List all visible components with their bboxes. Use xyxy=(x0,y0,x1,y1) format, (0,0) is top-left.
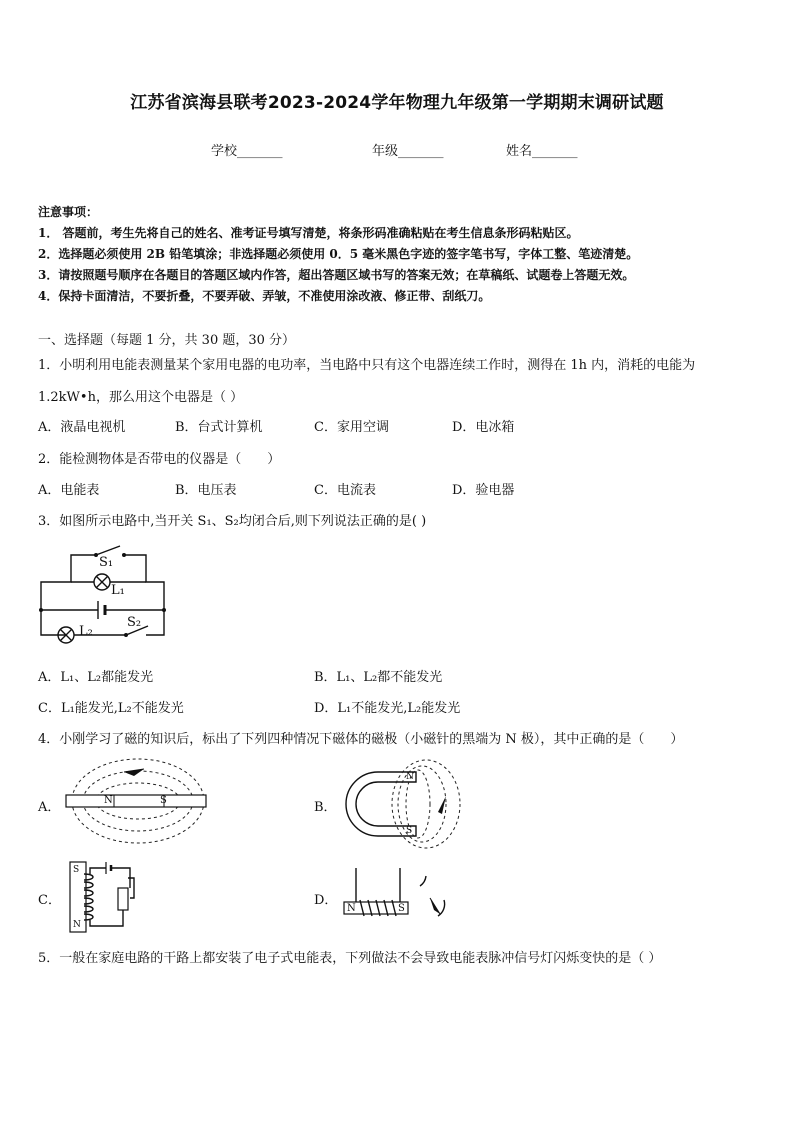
label-l2: L₂ xyxy=(79,624,93,639)
q4-option-d[interactable]: D． xyxy=(314,893,338,908)
label-s: S xyxy=(160,795,167,806)
label-n: N xyxy=(73,920,81,930)
notice-item: 1． 答题前，考生先将自己的姓名、准考证号填写清楚，将条形码准确粘贴在考生信息条形码粘贴区。 xyxy=(38,226,579,240)
question-5-stem: 5．一般在家庭电路的干路上都安装了电子式电能表，下列做法不会导致电能表脉冲信号灯闪烁变快的是（ ） xyxy=(38,951,662,966)
label-s: S xyxy=(406,826,413,836)
bar-magnet-figure xyxy=(64,756,209,851)
q1-option-c[interactable]: C．家用空调 xyxy=(314,420,389,435)
q3-option-c[interactable]: C．L₁能发光,L₂不能发光 xyxy=(38,701,184,716)
label-l1: L₁ xyxy=(111,583,125,598)
page-title: 江苏省滨海县联考2023-2024学年物理九年级第一学期期末调研试题 xyxy=(130,93,664,113)
label-s1: S₁ xyxy=(99,555,114,570)
q2-option-d[interactable]: D．验电器 xyxy=(452,483,515,498)
q2-option-b[interactable]: B．电压表 xyxy=(175,483,237,498)
q1-option-a[interactable]: A．液晶电视机 xyxy=(38,420,126,435)
q3-option-b[interactable]: B．L₁、L₂都不能发光 xyxy=(314,670,443,685)
grade-field[interactable]: 年级_______ xyxy=(372,144,444,159)
question-4-stem: 4．小刚学习了磁的知识后，标出了下列四种情况下磁体的磁极（小磁针的黑端为 N 极），其中正确的是（ ） xyxy=(38,732,684,747)
q4-option-c[interactable]: C． xyxy=(38,893,61,908)
notice-item: 2．选择题必须使用 2B 铅笔填涂；非选择题必须使用 0．5 毫米黑色字迹的签字笔书写，字体工整、笔迹清楚。 xyxy=(38,247,639,261)
q2-option-c[interactable]: C．电流表 xyxy=(314,483,376,498)
label-s2: S₂ xyxy=(127,615,142,630)
label-s: S xyxy=(73,865,80,875)
horseshoe-magnet-figure xyxy=(338,762,458,857)
notice-heading: 注意事项： xyxy=(38,205,99,219)
section-heading: 一、选择题（每题 1 分，共 30 题，30 分） xyxy=(38,333,296,348)
name-field[interactable]: 姓名_______ xyxy=(506,144,578,159)
notice-item: 3．请按照题号顺序在各题目的答题区域内作答，超出答题区域书写的答案无效；在草稿纸、试题卷上答题无效。 xyxy=(38,268,635,282)
label-n: N xyxy=(406,772,414,782)
question-2-stem: 2．能检测物体是否带电的仪器是（ ） xyxy=(38,452,281,467)
notice-item: 4．保持卡面清洁，不要折叠，不要弄破、弄皱，不准使用涂改液、修正带、刮纸刀。 xyxy=(38,289,491,303)
q4-option-b[interactable]: B． xyxy=(314,800,337,815)
question-1-stem-cont: 1.2kW•h，那么用这个电器是（ ） xyxy=(38,390,244,405)
solenoid-figure xyxy=(340,864,460,929)
label-s: S xyxy=(398,903,405,914)
question-1-stem: 1．小明利用电能表测量某个家用电器的电功率，当电路中只有这个电器连续工作时，测得在 1h 内，消耗的电能为 xyxy=(38,358,696,373)
school-field[interactable]: 学校_______ xyxy=(211,144,283,159)
label-n: N xyxy=(104,795,113,806)
question-3-stem: 3．如图所示电路中,当开关 S₁、S₂均闭合后,则下列说法正确的是( ) xyxy=(38,514,427,529)
q2-option-a[interactable]: A．电能表 xyxy=(38,483,100,498)
q3-option-a[interactable]: A．L₁、L₂都能发光 xyxy=(38,670,154,685)
q1-option-b[interactable]: B．台式计算机 xyxy=(175,420,263,435)
q1-option-d[interactable]: D．电冰箱 xyxy=(452,420,515,435)
q4-option-a[interactable]: A． xyxy=(38,800,61,815)
label-n: N xyxy=(347,903,356,914)
q3-option-d[interactable]: D．L₁不能发光,L₂能发光 xyxy=(314,701,461,716)
